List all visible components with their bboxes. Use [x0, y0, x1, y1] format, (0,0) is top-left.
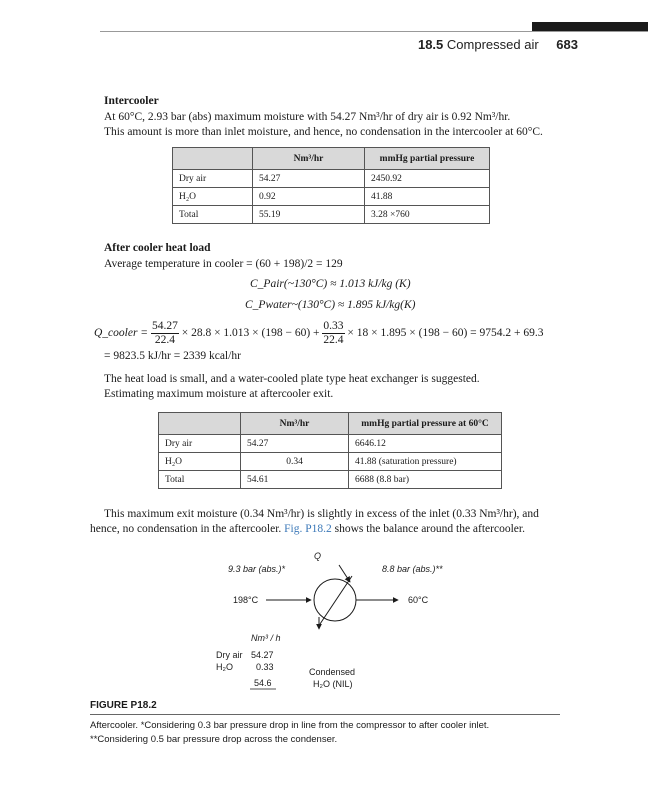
- total-flow-value: 54.6: [254, 678, 272, 688]
- cp-air-equation: C_Pair(~130°C) ≈ 1.013 kJ/kg (K): [250, 278, 411, 290]
- table-cell: 41.88 (saturation pressure): [349, 453, 502, 471]
- intercooler-heading: Intercooler: [104, 95, 159, 107]
- intercooler-line-2: This amount is more than inlet moisture, and hence, no condensation in the intercooler at 60°C.: [104, 126, 543, 138]
- figure-title: FIGURE P18.2: [90, 700, 157, 711]
- figure-reference-link[interactable]: Fig. P18.2: [284, 523, 332, 535]
- exit-moisture-text-b: shows the balance around the aftercooler.: [334, 523, 525, 535]
- table-cell: 2450.92: [365, 170, 490, 188]
- dry-air-label: Dry air: [216, 650, 243, 660]
- inlet-pressure-label: 9.3 bar (abs.)*: [228, 564, 286, 574]
- condensed-label: Condensed: [309, 667, 356, 677]
- table-cell: 41.88: [365, 188, 490, 206]
- q-cooler-middle: × 28.8 × 1.013 × (198 − 60) +: [181, 327, 320, 340]
- section-number: 18.5: [417, 37, 444, 52]
- heat-load-line: The heat load is small, and a water-cooled plate type heat exchanger is suggested.: [104, 373, 480, 385]
- table-cell: Total: [159, 471, 241, 489]
- outlet-temperature-label: 60°C: [408, 595, 429, 605]
- section-title: Compressed air: [446, 37, 539, 52]
- inlet-temperature-label: 198°C: [233, 595, 259, 605]
- figure-caption-line-2: **Considering 0.5 bar pressure drop across the condenser.: [90, 734, 338, 745]
- table-header-cell: mmHg partial pressure: [365, 148, 490, 170]
- condensed-h2o-label: H₂O (NIL): [313, 679, 353, 689]
- table-cell: Total: [173, 206, 253, 224]
- page-number: 683: [556, 37, 578, 52]
- exit-moisture-text-a: hence, no condensation in the aftercooler.: [90, 523, 282, 535]
- estimating-line: Estimating maximum moisture at aftercooler exit.: [104, 388, 334, 400]
- flow-units-label: Nm³ / h: [251, 633, 281, 643]
- table-header-cell: mmHg partial pressure at 60°C: [349, 413, 502, 435]
- figure-caption-line-1: Aftercooler. *Considering 0.3 bar pressure drop in line from the compressor to after cooler inlet.: [90, 720, 490, 731]
- aftercooler-heading: After cooler heat load: [104, 242, 211, 254]
- table-cell: 55.19: [253, 206, 365, 224]
- exit-moisture-line-1: This maximum exit moisture (0.34 Nm³/hr) is slightly in excess of the inlet (0.33 Nm³/hr), and: [104, 508, 539, 520]
- q-cooler-rhs: × 18 × 1.895 × (198 − 60) = 9754.2 + 69.3: [347, 327, 544, 340]
- outlet-pressure-label: 8.8 bar (abs.)**: [382, 564, 443, 574]
- q-cooler-result: = 9823.5 kJ/hr = 2339 kcal/hr: [104, 350, 241, 362]
- figure-rule: [90, 714, 560, 715]
- table-cell: 6688 (8.8 bar): [349, 471, 502, 489]
- q-cooler-lhs: Q_cooler =: [94, 327, 149, 340]
- table-cell: 54.61: [241, 471, 349, 489]
- table-cell: H₂O: [159, 453, 241, 471]
- h2o-label: H₂O: [216, 662, 233, 672]
- table-cell: 54.27: [253, 170, 365, 188]
- fraction-numerator: 0.33: [323, 320, 344, 332]
- fraction-denominator: 22.4: [154, 334, 175, 346]
- table-cell: 0.92: [253, 188, 365, 206]
- table-cell: H₂O: [173, 188, 253, 206]
- table-header-cell: Nm³/hr: [253, 148, 365, 170]
- table-header-cell: Nm³/hr: [241, 413, 349, 435]
- table-cell: 6646.12: [349, 435, 502, 453]
- fraction-numerator: 54.27: [151, 320, 178, 332]
- average-temperature-line: Average temperature in cooler = (60 + 198)/2 = 129: [104, 258, 343, 270]
- table-cell: 3.28 ×760: [365, 206, 490, 224]
- table-cell: Dry air: [173, 170, 253, 188]
- intercooler-line-1: At 60°C, 2.93 bar (abs) maximum moisture with 54.27 Nm³/hr of dry air is 0.92 Nm³/hr.: [104, 111, 511, 123]
- heat-exchanger-circle: [314, 579, 356, 621]
- dry-air-value: 54.27: [251, 650, 274, 660]
- table-cell: Dry air: [159, 435, 241, 453]
- fraction-denominator: 22.4: [323, 334, 344, 346]
- h2o-value: 0.33: [256, 662, 274, 672]
- table-cell: 0.34: [241, 453, 349, 471]
- table-cell: 54.27: [241, 435, 349, 453]
- cp-water-equation: C_Pwater~(130°C) ≈ 1.895 kJ/kg(K): [245, 299, 416, 311]
- heat-q-label: Q: [314, 551, 322, 561]
